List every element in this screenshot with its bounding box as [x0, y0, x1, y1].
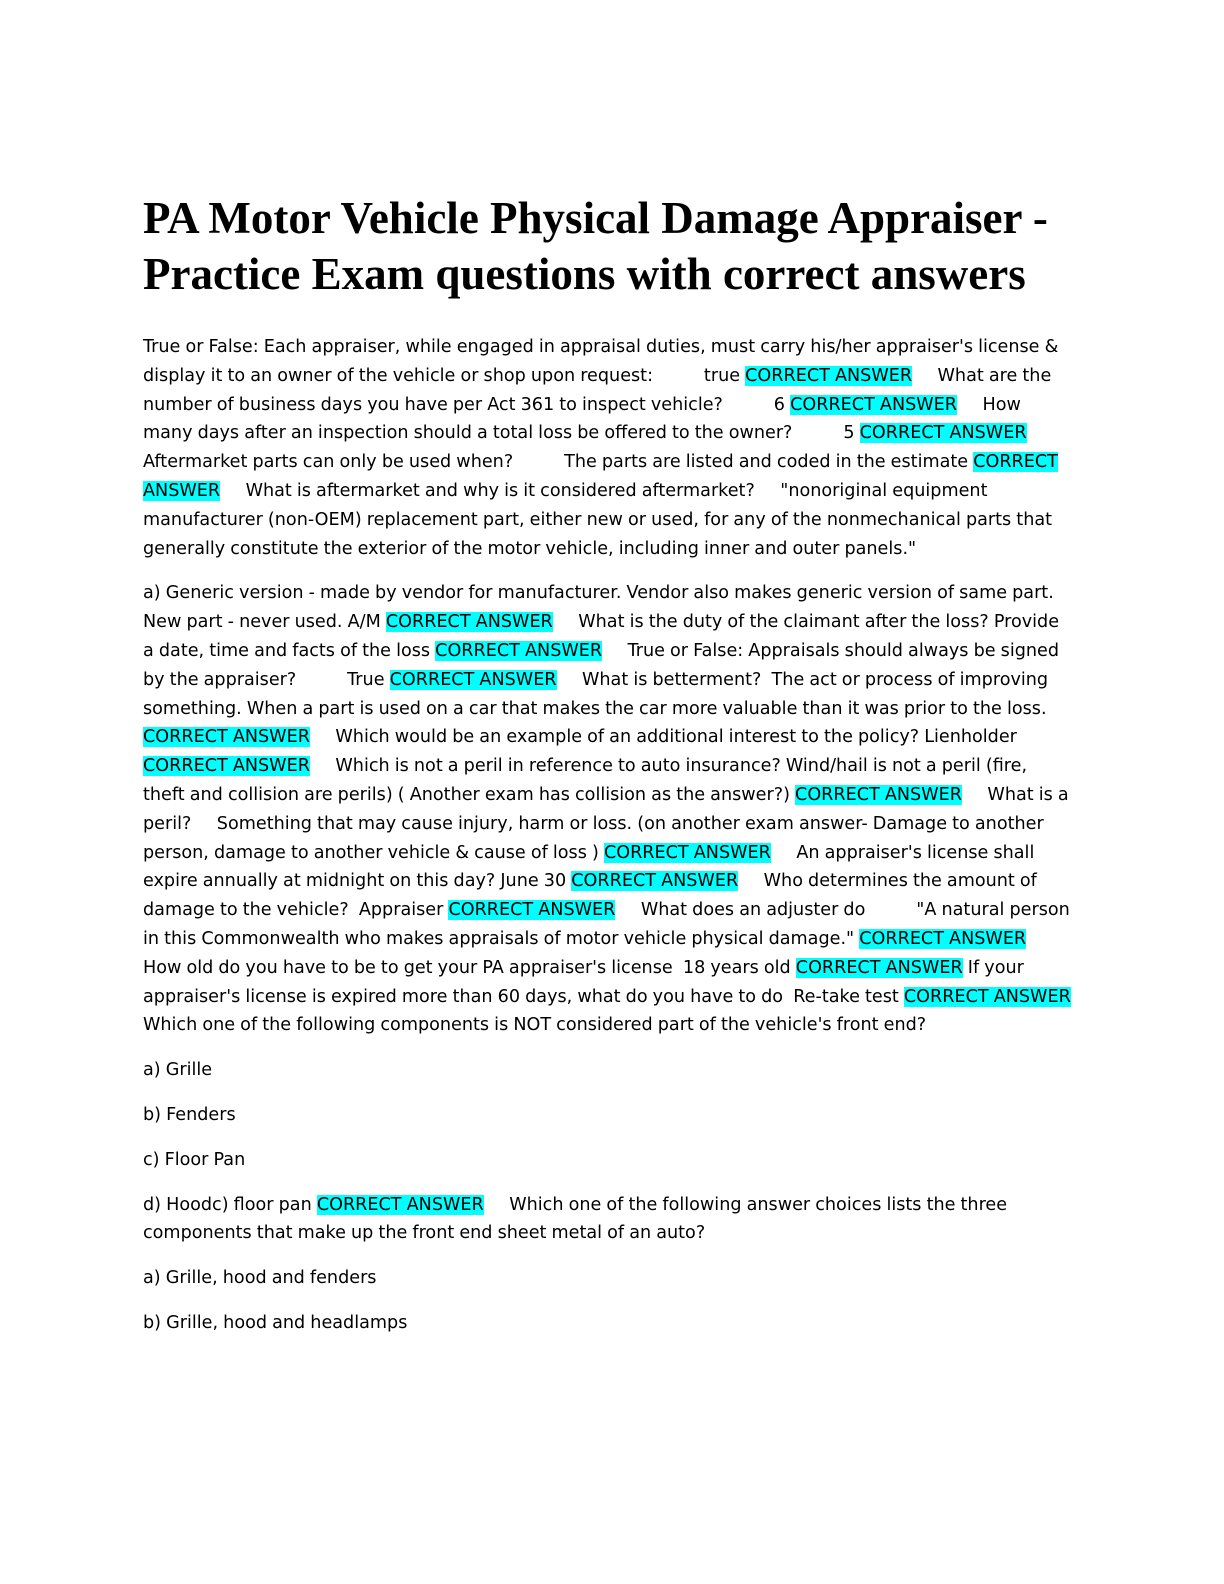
text-segment: What does an adjuster do "A natural person in this Commonwealth who makes appraisals of motor vehicle physical damage."	[143, 900, 1075, 949]
text-segment: Who determines the amount of damage to the vehicle? Appraiser	[143, 871, 1042, 921]
correct-answer-highlight: CORRECT ANSWER	[795, 957, 963, 978]
correct-answer-highlight: CORRECT ANSWER	[571, 871, 739, 892]
text-segment: What is the duty of the claimant after the loss? Provide a date, time and facts of the loss	[143, 612, 1065, 661]
text-segment: a) Generic version - made by vendor for manufacturer. Vendor also makes generic version of same part. New part - never used. A/M	[143, 583, 1059, 633]
text-segment: What are the number of business days you have per Act 361 to inspect vehicle? 6	[143, 365, 1057, 415]
answer-option: b) Fenders	[143, 1104, 236, 1125]
text-segment: An appraiser's license shall expire annually at midnight on this day? June 30	[143, 842, 1040, 892]
answer-option: a) Grille, hood and fenders	[143, 1268, 377, 1289]
answer-option: b) Grille, hood and headlamps	[143, 1312, 408, 1333]
paragraph	[143, 333, 1073, 563]
document-page	[143, 190, 1097, 1354]
correct-answer-highlight: CORRECT ANSWER	[795, 784, 962, 805]
correct-answer-highlight: CORRECT ANSWER	[316, 1194, 484, 1215]
paragraph	[143, 1191, 1073, 1249]
document-title: PA Motor Vehicle Physical Damage Appraiser - Practice Exam questions with correct answers	[143, 193, 1048, 299]
correct-answer-highlight: CORRECT ANSWER	[385, 612, 553, 633]
correct-answer-highlight: CORRECT ANSWER	[790, 394, 958, 415]
answer-option: a) Grille	[143, 1060, 213, 1081]
correct-answer-highlight: CORRECT ANSWER	[603, 842, 771, 863]
correct-answer-highlight: CORRECT ANSWER	[859, 928, 1027, 949]
text-segment: What is aftermarket and why is it considered aftermarket? "nonoriginal equipment manufacturer (non-OEM) replacement part, either new or used, for any of the nonmechanical parts that generally constitute the exterior of the motor vehicle, including inner and outer panels."	[143, 480, 1058, 559]
text-segment: Which would be an example of an additional interest to the policy? Lienholder	[309, 727, 1017, 748]
text-segment: What is a peril? Something that may cause injury, harm or loss. (on another exam answer- Damage to another person, damage to another vehicle & cause of loss )	[143, 784, 1074, 863]
text-segment: Which one of the following answer choices lists the three components that make up the front end sheet metal of an auto?	[143, 1194, 1013, 1244]
correct-answer-highlight: CORRECT ANSWER	[389, 669, 557, 690]
text-segment: Which one of the following components is NOT considered part of the vehicle's front end?	[143, 986, 1097, 1036]
text-segment: How many days after an inspection should a total loss be offered to the owner? 5	[143, 394, 1026, 444]
correct-answer-highlight: CORRECT ANSWER	[448, 900, 616, 921]
correct-answer-highlight: CORRECT ANSWER	[903, 986, 1071, 1007]
text-segment: Aftermarket parts can only be used when? The parts are listed and coded in the estimate	[143, 423, 1032, 473]
correct-answer-highlight: CORRECT ANSWER	[143, 452, 1058, 501]
text-segment: True or False: Appraisals should always be signed by the appraiser? True	[143, 640, 1065, 690]
text-segment: True or False: Each appraiser, while engaged in appraisal duties, must carry his/her appraiser's license & display it to an owner of the vehicle or shop upon request: true	[143, 337, 1064, 386]
text-segment: How old do you have to be to get your PA appraiser's license 18 years old	[143, 928, 1052, 978]
correct-answer-highlight: CORRECT ANSWER	[859, 423, 1027, 444]
answer-option: c) Floor Pan	[143, 1149, 246, 1170]
text-segment: What is betterment? The act or process of improving something. When a part is used on a car that makes the car more valuable than it was prior to the loss.	[143, 669, 1054, 719]
text-segment: Which is not a peril in reference to auto insurance? Wind/hail is not a peril (fire, theft and collision are perils) ( Another exam has collision as the answer?)	[143, 756, 1033, 805]
paragraph	[143, 579, 1097, 1040]
text-segment: d) Hoodc) floor pan	[143, 1194, 312, 1215]
text-segment: If your appraiser's license is expired more than 60 days, what do you have to do Re-take test	[143, 957, 1029, 1007]
correct-answer-highlight: CORRECT ANSWER	[435, 640, 603, 661]
correct-answer-highlight: CORRECT ANSWER	[143, 727, 310, 748]
correct-answer-highlight: CORRECT ANSWER	[745, 365, 913, 386]
correct-answer-highlight: CORRECT ANSWER	[143, 756, 310, 777]
